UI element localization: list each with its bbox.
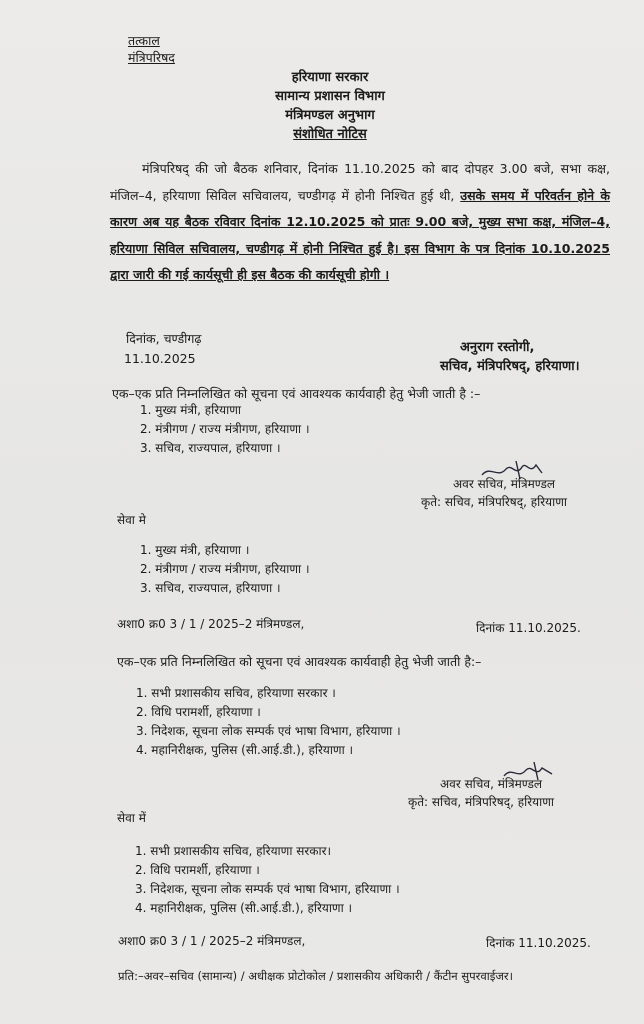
signatory-designation: सचिव, मंत्रिपरिषद्, हरियाणा। [440,359,580,374]
place-label: दिनांक, चण्डीगढ़ [126,331,202,346]
list-item: 3. सचिव, राज्यपाल, हरियाणा । [140,581,281,595]
list-item: 3. निदेशक, सूचना लोक सम्पर्क एवं भाषा विभाग, हरियाणा । [136,724,401,738]
signatory-2-designation: अवर सचिव, मंत्रिमण्डल [440,777,543,791]
list-item: 2. मंत्रीगण / राज्य मंत्रीगण, हरियाणा । [140,562,310,576]
section-name: मंत्रिमण्डल अनुभाग [285,108,375,123]
addressee-label: मंत्रिपरिषद [128,50,175,65]
govt-name: हरियाणा सरकार [291,70,369,85]
seva-label-2: सेवा में [117,811,146,825]
seva-label-1: सेवा मे [117,513,146,527]
notice-body-highlight: उसके समय में परिवर्तन होने के कारण अब यह बैठक रविवार दिनांक 12.10.2025 को प्रातः 9.00 बजे, मुख्य सभा कक्ष, मंजिल–4, हरियाणा सिविल सचिवालय, चण्डीगढ़ में होनी निश्चित हुई है। इस विभाग के पत्र दिनांक 10.10.2025 द्वारा जारी की गई कार्यसूची ही इस बैठक की कार्यसूची होगी । [110,187,610,282]
list-item: 3. सचिव, राज्यपाल, हरियाणा । [140,441,281,455]
notice-body [110,156,610,289]
list-item: 2. विधि परामर्शी, हरियाणा । [136,705,261,719]
copy-intro-2: एक–एक प्रति निम्नलिखित को सूचना एवं आवश्यक कार्यवाही हेतु भेजी जाती है:– [117,654,482,669]
seva-list-2 [135,842,400,918]
signatory-1-designation: अवर सचिव, मंत्रिमण्डल [453,477,556,491]
urgency-label: तत्काल [128,33,160,48]
notice-title: संशोधित नोटिस [293,127,367,142]
memo-date-1: दिनांक 11.10.2025. [476,621,581,635]
list-item: 4. महानिरीक्षक, पुलिस (सी.आई.डी.), हरियाणा । [135,901,353,915]
issue-date: 11.10.2025 [124,351,196,366]
list-item: 2. मंत्रीगण / राज्य मंत्रीगण, हरियाणा । [140,422,310,436]
list-item: 1. मुख्य मंत्री, हरियाणा । [140,543,250,557]
list-item: 1. सभी प्रशासकीय सचिव, हरियाणा सरकार । [136,686,336,700]
signatory-2-for: कृते: सचिव, मंत्रिपरिषद्, हरियाणा [408,795,554,809]
signatory-1-for: कृते: सचिव, मंत्रिपरिषद्, हरियाणा [421,495,567,509]
seva-list-1 [140,541,310,598]
department-name: सामान्य प्रशासन विभाग [275,89,385,104]
list-item: 3. निदेशक, सूचना लोक सम्पर्क एवं भाषा विभाग, हरियाणा । [135,882,400,896]
list-item: 1. सभी प्रशासकीय सचिव, हरियाणा सरकार। [135,844,332,858]
copy-intro-1: एक–एक प्रति निम्नलिखित को सूचना एवं आवश्यक कार्यवाही हेतु भेजी जाती है :– [112,386,481,401]
memo-number-1: अशा0 क्र0 3 / 1 / 2025–2 मंत्रिमण्डल, [117,617,305,631]
list-item: 4. महानिरीक्षक, पुलिस (सी.आई.डी.), हरियाणा । [136,743,354,757]
signatory-name: अनुराग रस्तोगी, [460,340,535,355]
copy-list-1 [140,401,310,458]
memo-date-2: दिनांक 11.10.2025. [486,936,591,950]
notice-body-normal: मंत्रिपरिषद् की जो बैठक शनिवार, दिनांक 11.10.2025 को बाद दोपहर 3.00 बजे, सभा कक्ष, मंजिल–4, हरियाणा सिविल सचिवालय, चण्डीगढ़ में होनी निश्चित हुई थी, [110,161,610,203]
copy-list-2 [136,684,401,760]
footer-cc: प्रति:–अवर–सचिव (सामान्य) / अधीक्षक प्रोटोकोल / प्रशासकीय अधिकारी / कैंटीन सुपरवाईजर। [118,969,513,983]
memo-number-2: अशा0 क्र0 3 / 1 / 2025–2 मंत्रिमण्डल, [118,934,306,948]
list-item: 2. विधि परामर्शी, हरियाणा । [135,863,260,877]
list-item: 1. मुख्य मंत्री, हरियाणा [140,403,242,417]
